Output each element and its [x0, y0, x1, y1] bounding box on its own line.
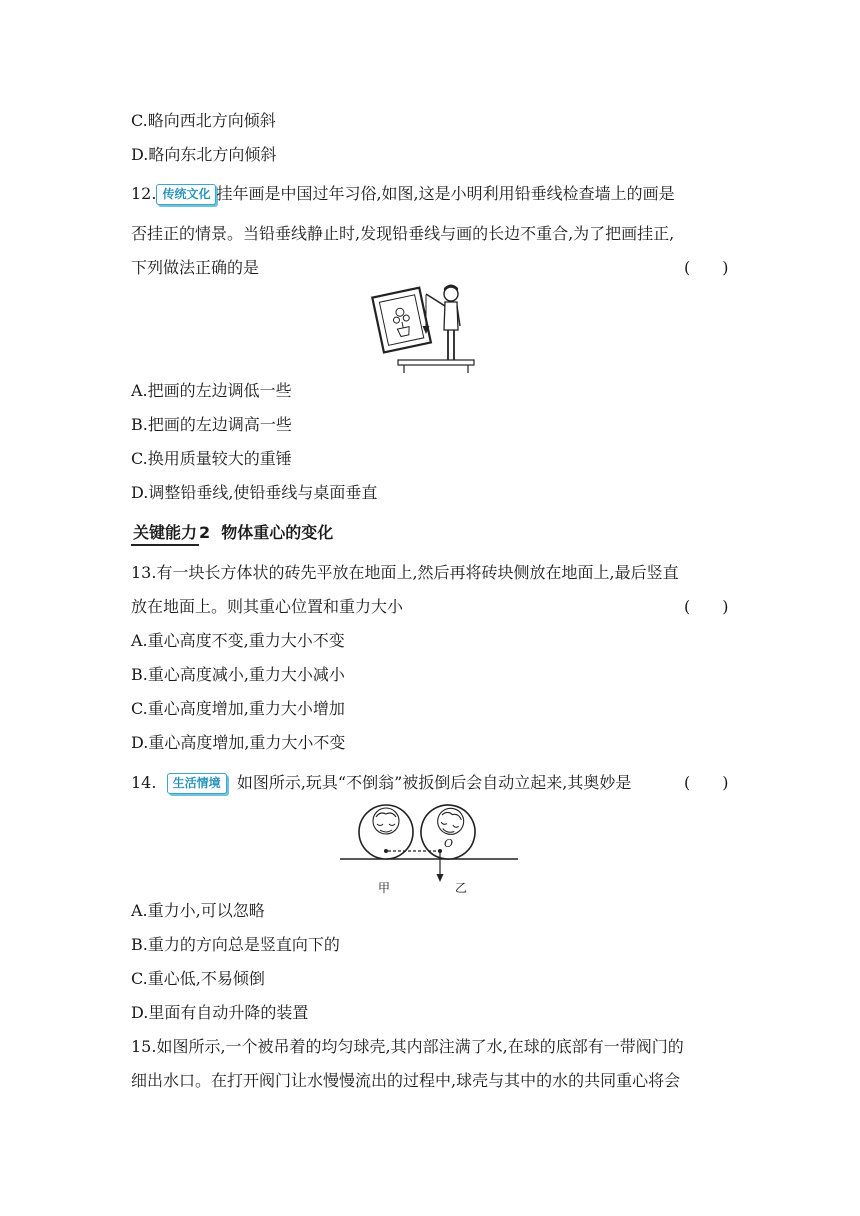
q12-option-d: D.调整铅垂线,使铅垂线与桌面垂直: [131, 483, 378, 502]
q14-option-a: A.重力小,可以忽略: [131, 901, 265, 920]
q13-line2: 放在地面上。则其重心位置和重力大小: [131, 597, 404, 616]
q11-option-c: C.略向西北方向倾斜: [131, 111, 276, 130]
q15-line2: 细出水口。在打开阀门让水慢慢流出的过程中,球壳与其中的水的共同重心将会: [131, 1071, 681, 1090]
q12-number: 12.: [131, 184, 157, 203]
q13-option-a: A.重心高度不变,重力大小不变: [131, 631, 345, 650]
q13-line1: 13.有一块长方体状的砖先平放在地面上,然后再将砖块侧放在地面上,最后竖直: [131, 563, 679, 582]
q14-option-b: B.重力的方向总是竖直向下的: [131, 935, 340, 954]
q13-option-d: D.重心高度增加,重力大小不变: [131, 733, 346, 752]
q14-answer-parentheses: ( ): [684, 773, 729, 792]
q14-line1: [131, 772, 631, 794]
section-title: 物体重心的变化: [221, 523, 334, 542]
q15-line1: 15.如图所示,一个被吊着的均匀球壳,其内部注满了水,在球的底部有一带阀门的: [131, 1037, 684, 1056]
q12-line1: [131, 183, 675, 205]
label-jia: 甲: [378, 881, 391, 895]
life-context-tag: 生活情境: [167, 773, 227, 794]
plumb-line-figure: [368, 282, 480, 374]
traditional-culture-tag: 传统文化: [156, 184, 216, 205]
q14-option-c: C.重心低,不易倾倒: [131, 969, 265, 988]
key-ability-badge: 关键能力: [131, 522, 199, 546]
tumbler-toy-figure: [340, 802, 520, 898]
q14-option-d: D.里面有自动升降的装置: [131, 1003, 309, 1022]
q12-line3: 下列做法正确的是: [131, 258, 260, 277]
q12-option-a: A.把画的左边调低一些: [131, 381, 292, 400]
q13-option-b: B.重心高度减小,重力大小减小: [131, 665, 345, 684]
q11-option-d: D.略向东北方向倾斜: [131, 145, 277, 164]
q12-answer-parentheses: ( ): [684, 258, 729, 277]
section-heading: [131, 522, 333, 546]
q13-option-c: C.重心高度增加,重力大小增加: [131, 699, 345, 718]
section-number: 2: [199, 523, 211, 542]
q12-option-c: C.换用质量较大的重锤: [131, 449, 292, 468]
label-yi: 乙: [455, 881, 468, 895]
q12-option-b: B.把画的左边调高一些: [131, 415, 292, 434]
q14-text: 如图所示,玩具“不倒翁”被扳倒后会自动立起来,其奥妙是: [236, 773, 632, 792]
q14-number: 14.: [131, 773, 157, 792]
q13-answer-parentheses: ( ): [684, 597, 729, 616]
q12-line2: 否挂正的情景。当铅垂线静止时,发现铅垂线与画的长边不重合,为了把画挂正,: [131, 224, 675, 243]
q12-text-1: 挂年画是中国过年习俗,如图,这是小明利用铅垂线检查墙上的画是: [216, 184, 675, 203]
point-o-label: O: [444, 837, 454, 850]
